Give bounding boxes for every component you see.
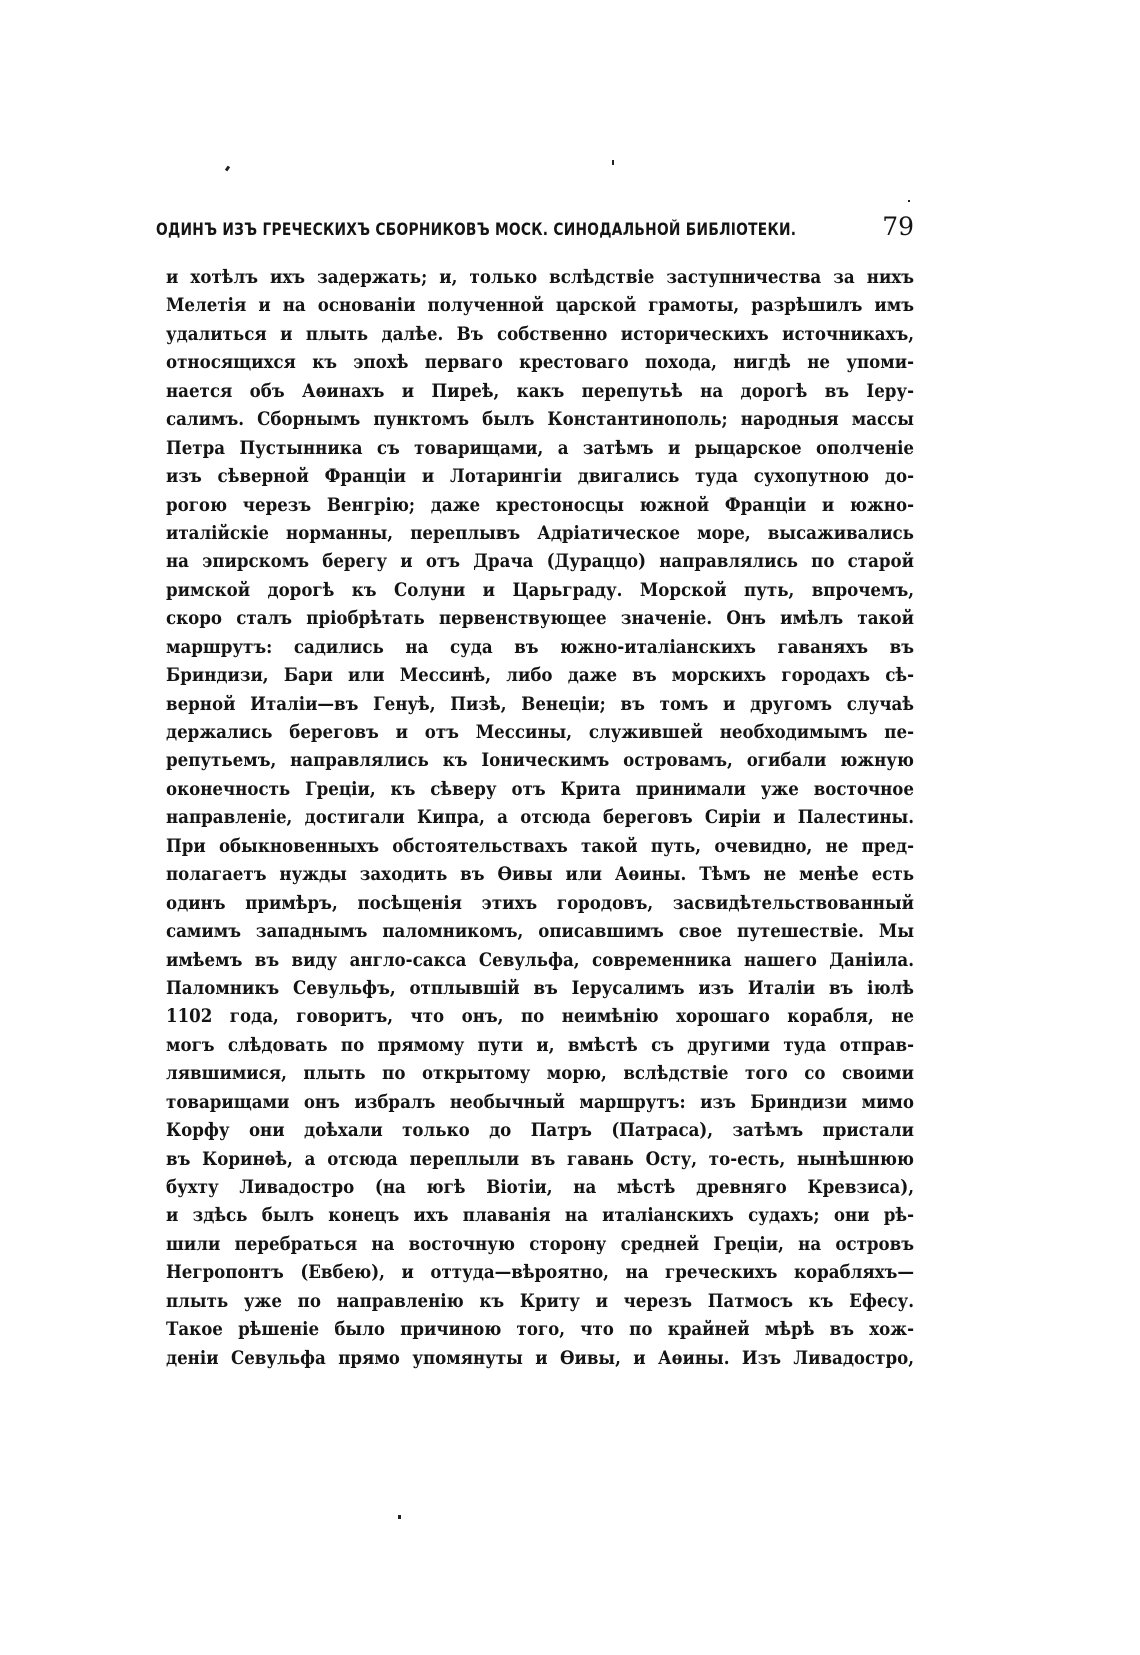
text-line: имѣемъ въ виду англо-сакса Севульфа, современника нашего Даніила. [166,949,914,971]
print-speck [398,1515,401,1519]
text-line: Такое рѣшеніе было причиною того, что по крайней мѣрѣ въ хож- [166,1319,914,1341]
text-line: полагаетъ нужды заходить въ Ѳивы или Аѳины. Тѣмъ не менѣе есть [166,864,914,886]
text-line: товарищами онъ избралъ необычный маршрутъ: изъ Бриндизи мимо [166,1091,914,1113]
text-line: держались береговъ и отъ Мессины, служившей необходимымъ пе- [166,722,914,743]
print-speck [908,200,910,202]
text-line: относящихся къ эпохѣ перваго крестоваго похода, нигдѣ не упоми- [166,352,914,374]
text-line: въ Коринѳѣ, а отсюда переплыли въ гавань Осту, то-есть, нынѣшнюю [166,1148,914,1170]
text-line: Мелетія и на основаніи полученной царской грамоты, разрѣшилъ имъ [166,295,914,317]
text-line: При обыкновенныхъ обстоятельствахъ такой путь, очевидно, не пред- [166,835,914,857]
text-line: верной Италіи—въ Генуѣ, Пизѣ, Венеціи; въ томъ и другомъ случаѣ [166,693,914,715]
body-text [166,264,914,1373]
running-title: ОДИНЪ ИЗЪ ГРЕЧЕСКИХЪ СБОРНИКОВЪ МОСК. СИНОДАЛЬНОЙ БИБЛIОТЕКИ. [156,220,797,240]
text-line: плыть уже по направленію къ Криту и черезъ Патмосъ къ Ефесу. [166,1290,914,1312]
text-line: нается объ Аѳинахъ и Пиреѣ, какъ перепутьѣ на дорогѣ въ Іеру- [166,380,914,402]
text-line: Петра Пустынника съ товарищами, а затѣмъ и рыцарское ополченіе [166,437,914,459]
text-line: Негропонтъ (Евбею), и оттуда—вѣроятно, на греческихъ корабляхъ— [166,1262,914,1284]
text-line: рогою черезъ Венгрію; даже крестоносцы южной Франціи и южно- [166,494,914,516]
text-line: репутьемъ, направлялись къ Іоническимъ островамъ, огибали южную [166,750,914,772]
running-head [156,212,914,241]
text-line: Паломникъ Севульфъ, отплывшій въ Іерусалимъ изъ Италіи въ іюлѣ [166,977,914,999]
text-line: деніи Севульфа прямо упомянуты и Ѳивы, и Аѳины. Изъ Ливадостро, [166,1347,914,1369]
text-line: римской дорогѣ къ Солуни и Царьграду. Морской путь, впрочемъ, [166,579,914,601]
text-line: Бриндизи, Бари или Мессинѣ, либо даже въ морскихъ городахъ сѣ- [166,665,914,687]
text-line: скоро сталъ пріобрѣтать первенствующее значеніе. Онъ имѣлъ такой [166,608,914,630]
text-line: изъ сѣверной Франціи и Лотарингіи двигались туда сухопутною до- [166,466,914,488]
text-line: самимъ западнымъ паломникомъ, описавшимъ свое путешествіе. Мы [166,921,914,943]
text-line: лявшимися, плыть по открытому морю, вслѣдствіе того со своими [166,1063,914,1085]
page-number: 79 [882,212,914,241]
text-line: направленіе, достигали Кипра, а отсюда береговъ Сиріи и Палестины. [166,807,914,829]
text-line: оконечность Греціи, къ сѣверу отъ Крита принимали уже восточное [166,778,914,800]
text-line: на эпирскомъ берегу и отъ Драча (Дураццо) направлялись по старой [166,551,914,573]
print-speck [612,160,614,165]
text-line: удалиться и плыть далѣе. Въ собственно историческихъ источникахъ, [166,323,914,345]
text-line: шили перебраться на восточную сторону средней Греціи, на островъ [166,1233,914,1255]
text-line: италійскіе норманны, переплывъ Адріатическое море, высаживались [166,522,914,544]
text-line: салимъ. Сборнымъ пунктомъ былъ Константинополь; народныя массы [166,409,914,431]
text-line: бухту Ливадостро (на югѣ Віотіи, на мѣстѣ древняго Кревзиса), [166,1177,914,1198]
text-line: 1102 года, говоритъ, что онъ, по неимѣнію хорошаго корабля, не [166,1006,914,1028]
text-line: Корфу они доѣхали только до Патръ (Патраса), затѣмъ пристали [166,1120,914,1142]
text-line: и здѣсь былъ конецъ ихъ плаванія на италіанскихъ судахъ; они рѣ- [166,1205,914,1227]
text-line: маршрутъ: садились на суда въ южно-италіанскихъ гаваняхъ въ [166,636,914,658]
text-line: могъ слѣдовать по прямому пути и, вмѣстѣ съ другими туда отправ- [166,1034,914,1056]
text-line: одинъ примѣръ, посѣщенія этихъ городовъ, засвидѣтельствованный [166,892,914,914]
text-line: и хотѣлъ ихъ задержать; и, только вслѣдствіе заступничества за нихъ [166,267,914,288]
print-speck [225,166,230,172]
